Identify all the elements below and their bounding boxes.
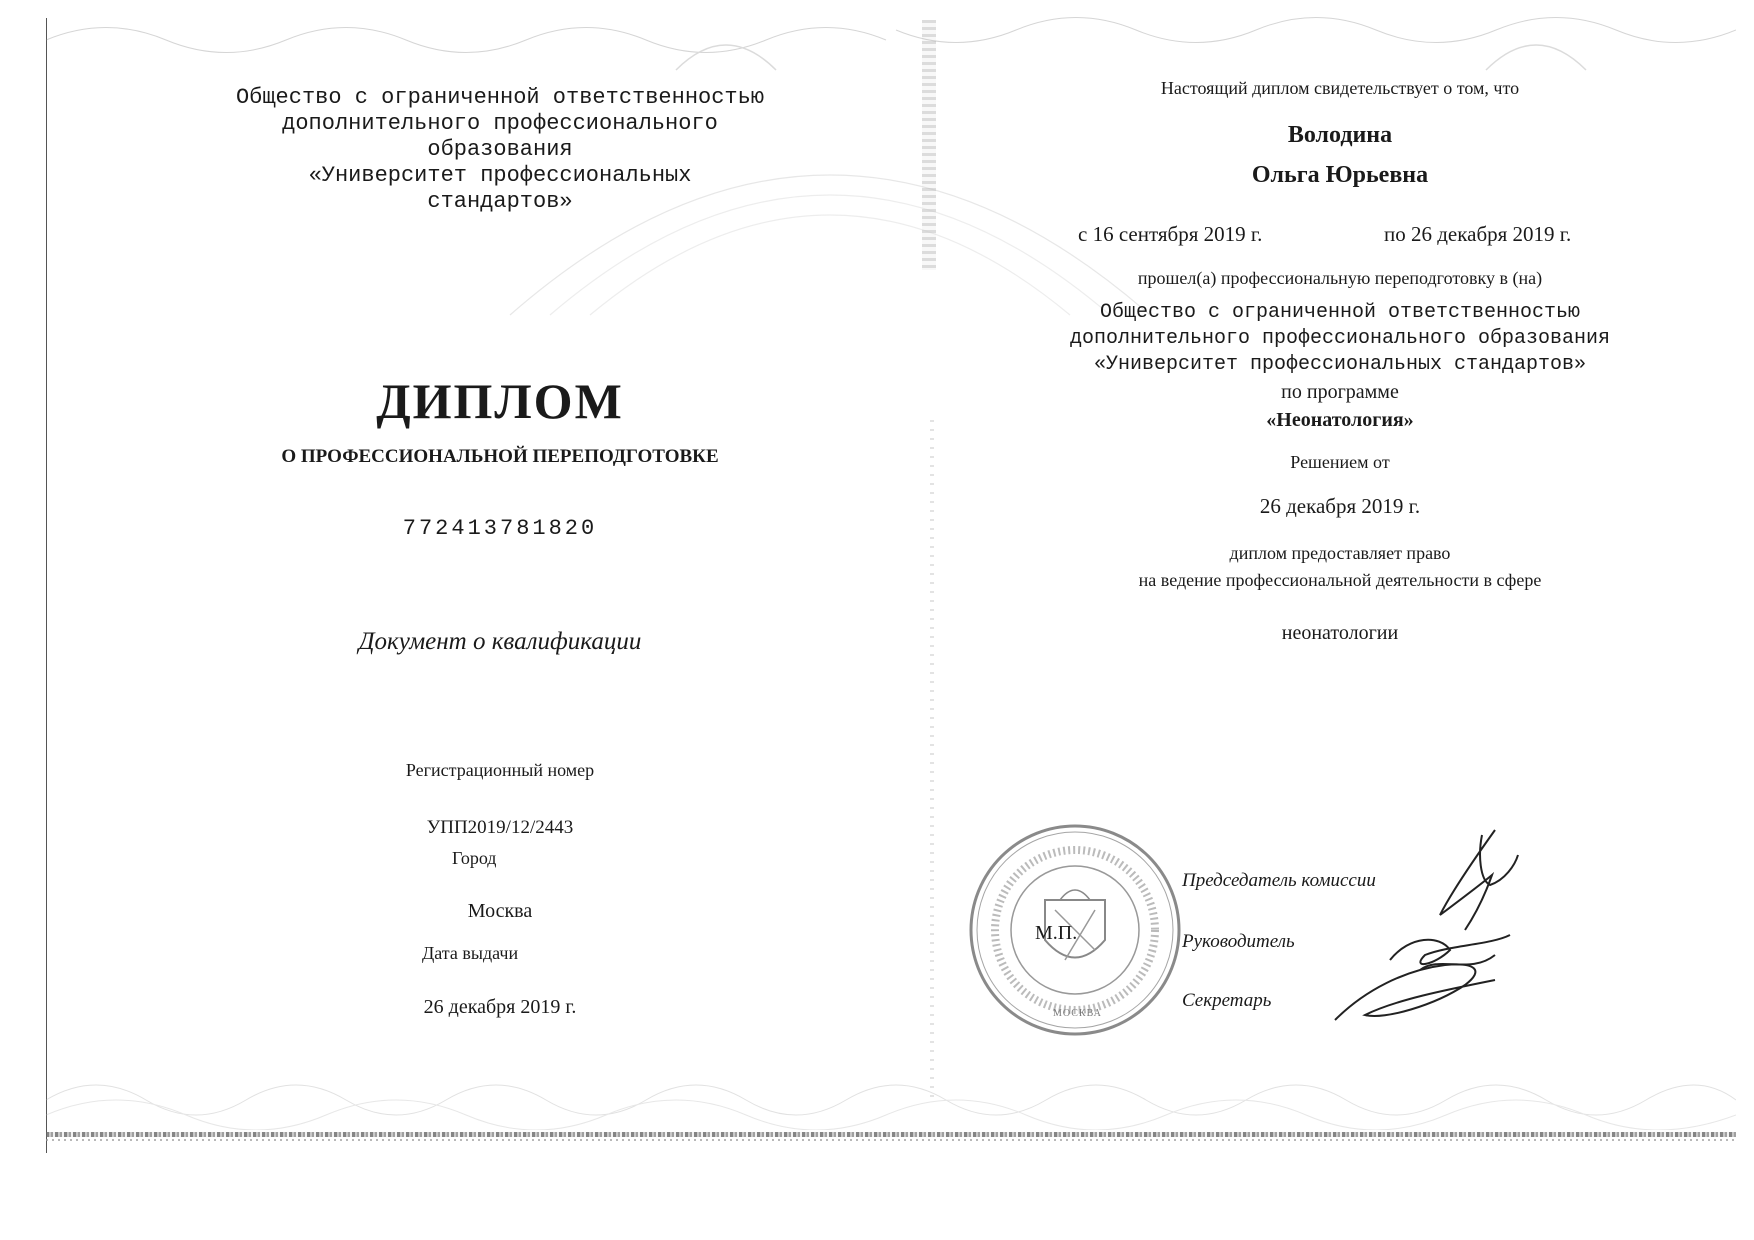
guilloche-pattern <box>46 10 1736 80</box>
registration-number: УПП2019/12/2443 <box>426 817 574 838</box>
issuer-org-line: образования <box>427 137 573 162</box>
training-org-line: «Университет профессиональных стандартов» <box>1093 353 1587 376</box>
program-label: по программе <box>1281 381 1399 403</box>
city-value: Москва <box>467 900 533 922</box>
issuer-org-name <box>150 85 850 215</box>
seal-bottom-text: МОСКВА <box>1053 1008 1102 1019</box>
study-period-start: с 16 сентября 2019 г. <box>1078 222 1263 246</box>
issuer-org-line: «Университет профессиональных <box>308 163 692 188</box>
professional-sphere: неонатологии <box>1281 622 1399 644</box>
center-fold-line <box>930 420 934 1100</box>
decision-date: 26 декабря 2019 г. <box>1259 494 1421 518</box>
program-name: «Неонатология» <box>1266 409 1414 431</box>
rights-statement-line1: диплом предоставляет право <box>1229 543 1451 563</box>
holder-given-names: Ольга Юрьевна <box>1251 162 1429 188</box>
issue-date: 26 декабря 2019 г. <box>423 996 577 1018</box>
director-label: Руководитель <box>1182 931 1295 952</box>
guilloche-pattern-bottom <box>46 1060 1736 1130</box>
training-org-line: Общество с ограниченной ответственностью <box>1099 301 1581 324</box>
serial-number: 772413781820 <box>402 516 598 541</box>
chairman-label: Председатель комиссии <box>1182 870 1376 891</box>
issue-date-label: Дата выдачи <box>422 943 519 963</box>
document-type: Документ о квалификации <box>358 628 642 655</box>
diploma-subtitle: О ПРОФЕССИОНАЛЬНОЙ ПЕРЕПОДГОТОВКЕ <box>281 446 719 467</box>
issuer-org-line: стандартов» <box>427 189 573 214</box>
page-border-line <box>46 18 47 1153</box>
secretary-signature <box>1325 950 1505 1030</box>
holder-surname: Володина <box>1287 122 1393 148</box>
issuer-org-line: дополнительного профессионального <box>282 111 718 136</box>
training-org-name <box>1000 300 1680 378</box>
rights-statement-line2: на ведение профессиональной деятельности в сфере <box>1138 570 1542 590</box>
training-org-line: дополнительного профессионального образования <box>1069 327 1611 350</box>
study-period-end: по 26 декабря 2019 г. <box>1384 222 1572 246</box>
issuer-org-line: Общество с ограниченной ответственностью <box>235 85 765 110</box>
secretary-label: Секретарь <box>1182 990 1272 1011</box>
diploma-title: ДИПЛОМ <box>376 373 624 429</box>
scan-bottom-border-secondary <box>46 1139 1736 1141</box>
decision-label: Решением от <box>1290 452 1390 472</box>
retraining-statement: прошел(а) профессиональную переподготовку в (на) <box>1137 268 1543 288</box>
left-page <box>150 85 850 215</box>
seal-place-label: М.П. <box>1035 922 1078 944</box>
scan-bottom-border <box>46 1132 1736 1137</box>
registration-label: Регистрационный номер <box>405 760 595 780</box>
city-label: Город <box>452 848 497 868</box>
certifies-intro: Настоящий диплом свидетельствует о том, что <box>1160 78 1520 98</box>
